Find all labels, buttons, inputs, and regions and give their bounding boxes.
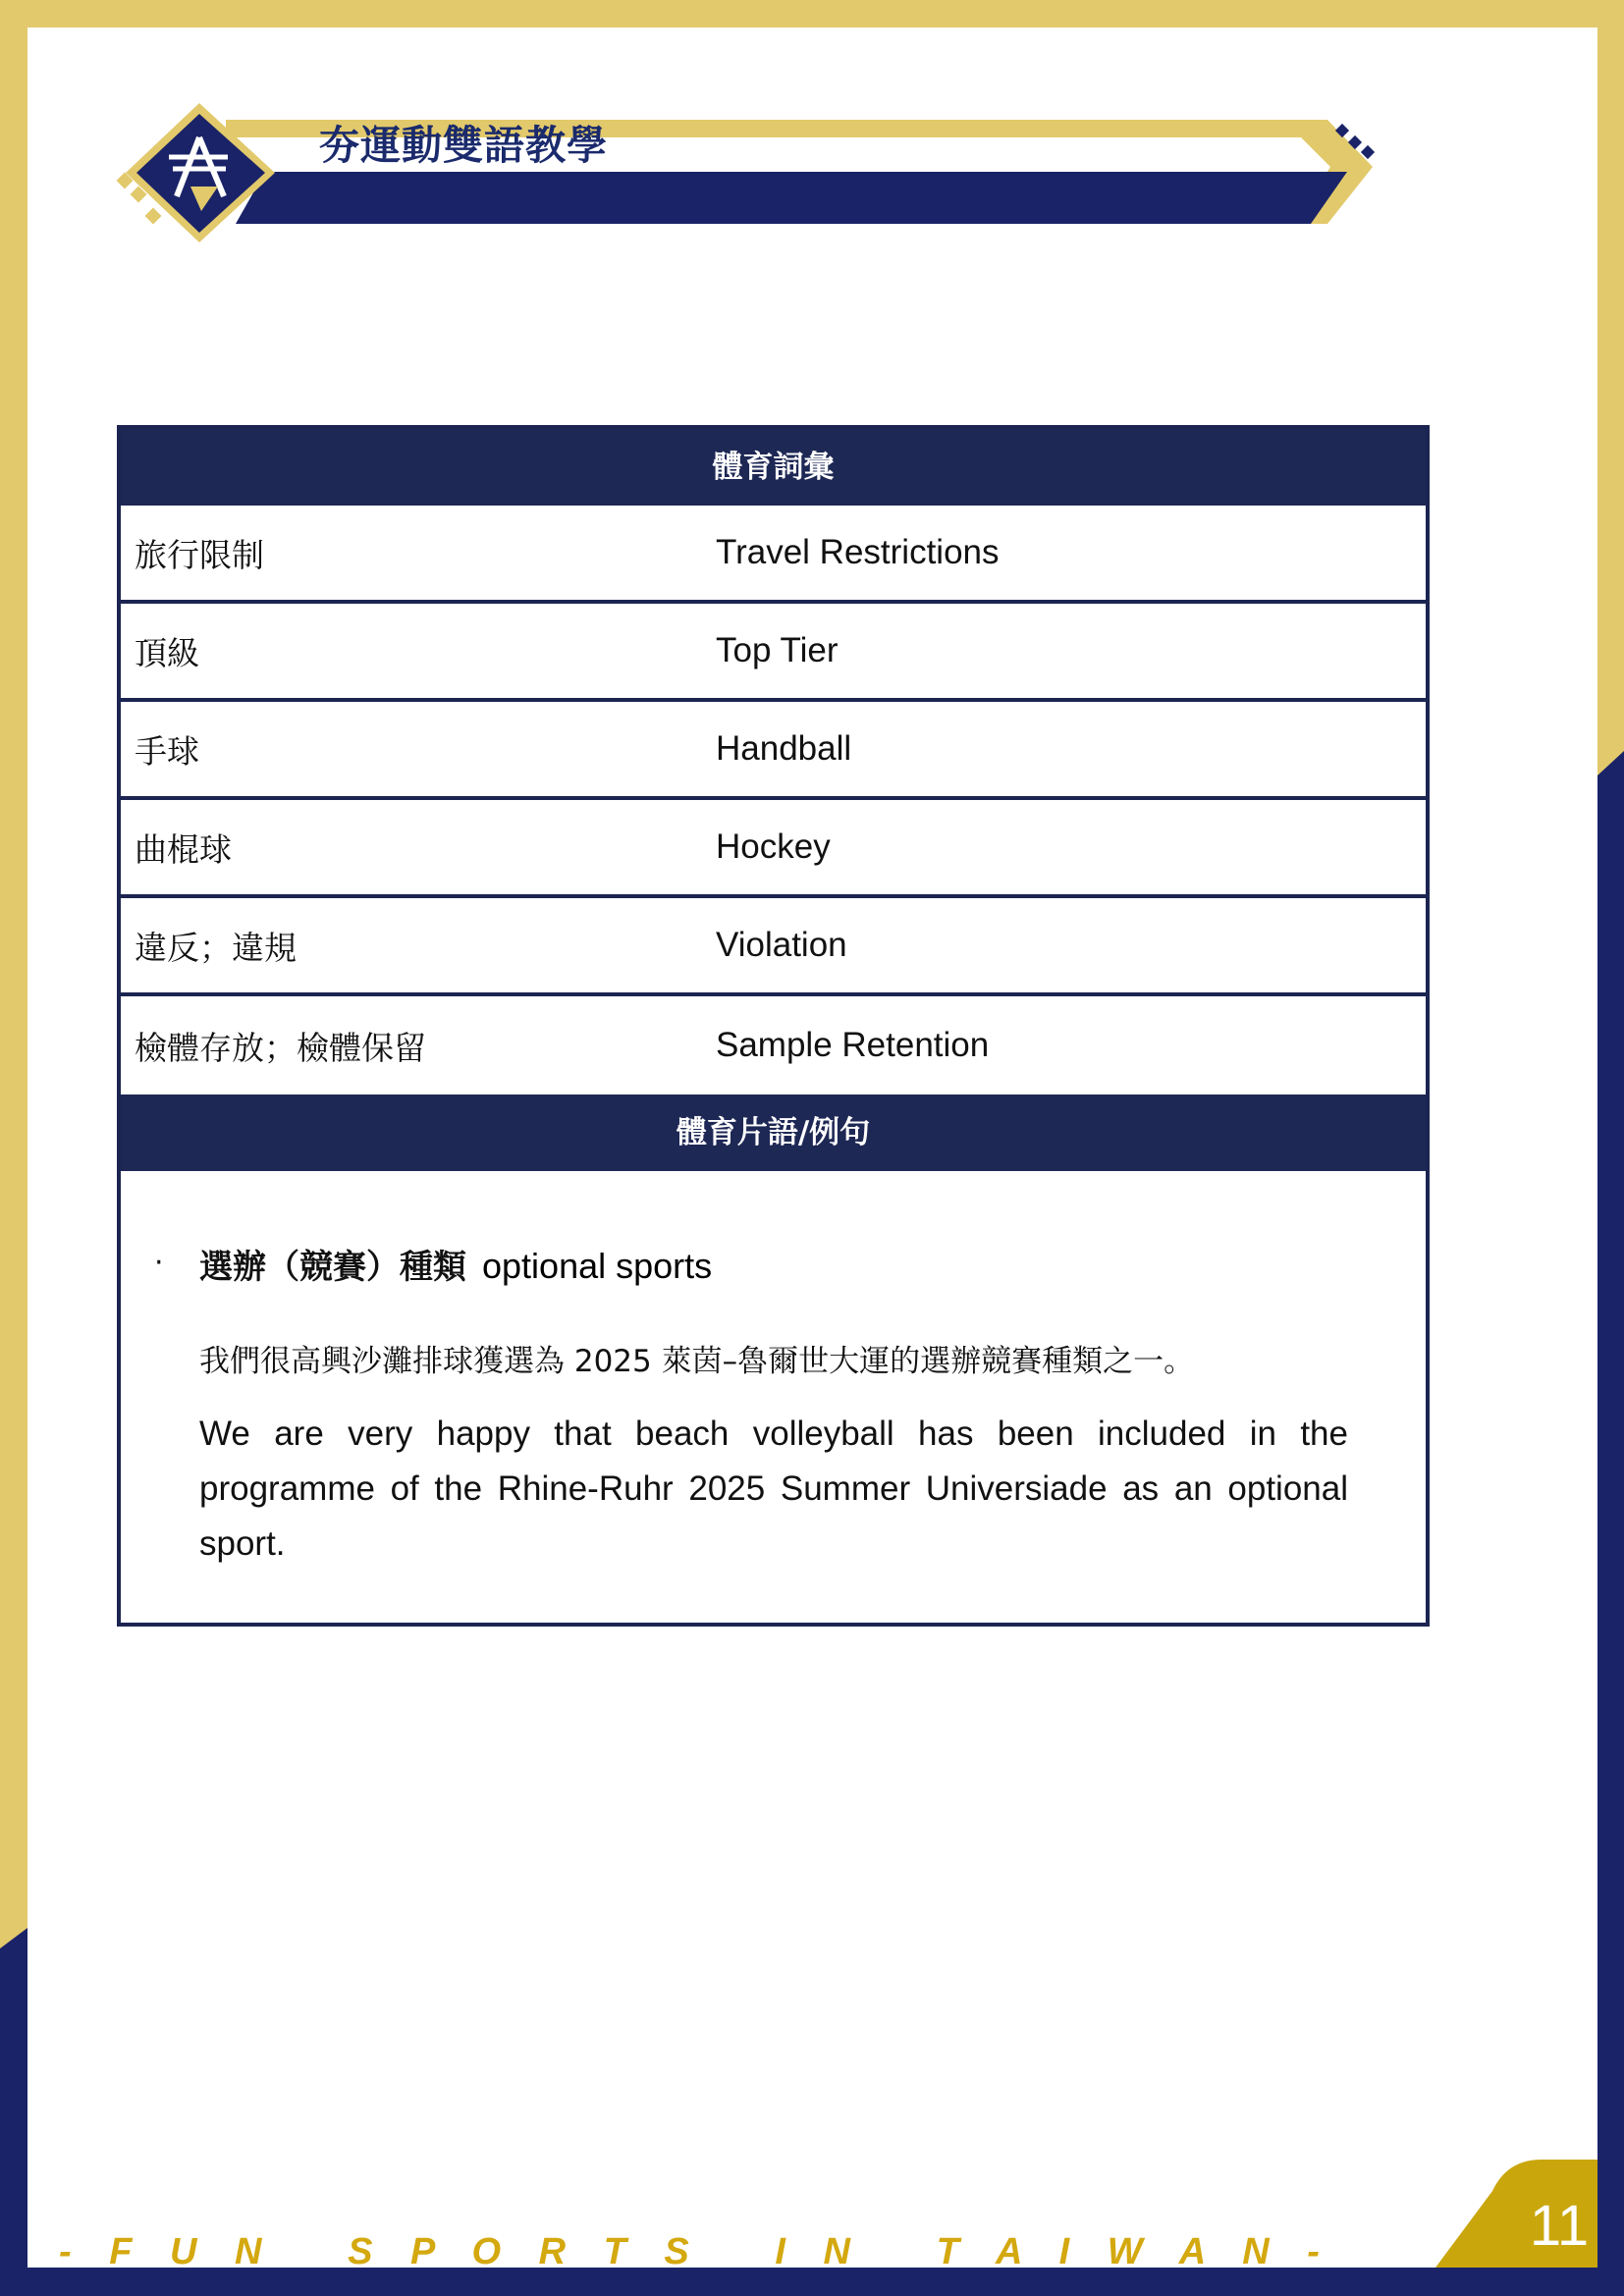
example-sentence-zh: 我們很高興沙灘排球獲選為 2025 萊茵–魯爾世大運的選辦競賽種類之一。 — [199, 1344, 1195, 1379]
vocab-term-en: Travel Restrictions — [716, 533, 1000, 571]
phrase-title-zh: 選辦（競賽）種類 — [199, 1248, 466, 1287]
vocab-term-zh: 檢體存放；檢體保留 — [135, 1028, 426, 1067]
vocab-table — [117, 425, 1430, 1627]
vocab-row — [121, 604, 1426, 702]
header-banner — [0, 0, 1624, 255]
page-title: 夯運動雙語教學 — [319, 122, 608, 169]
vocab-term-en: Handball — [716, 729, 852, 768]
footer-slogan — [59, 2222, 1434, 2281]
vocab-term-zh: 手球 — [135, 731, 199, 771]
footer-slogan-text: - F U N S P O R T S I N T A I W A N - — [59, 2231, 1333, 2272]
vocab-row — [121, 996, 1426, 1095]
vocab-term-zh: 旅行限制 — [135, 535, 264, 574]
vocab-row — [121, 702, 1426, 800]
vocab-term-zh: 曲棍球 — [135, 829, 232, 869]
example-sentence-en: We are very happy that beach volleyball has been included in the programme of the Rhine-Ruhr 2025 Summer Universiade as an optional sport. — [199, 1415, 1348, 1563]
phrase-section — [121, 1171, 1426, 1623]
bullet-icon: · — [154, 1246, 164, 1280]
vocab-term-zh: 違反；違規 — [135, 928, 297, 967]
vocab-row — [121, 898, 1426, 996]
vocab-term-en: Hockey — [716, 828, 831, 866]
vocab-row — [121, 800, 1426, 898]
vocab-term-en: Top Tier — [716, 631, 839, 669]
phrase-title-en: optional sports — [482, 1246, 713, 1286]
vocab-heading: 體育詞彙 — [121, 429, 1426, 506]
page-number: 11 — [1529, 2194, 1590, 2258]
phrases-heading: 體育片語/例句 — [121, 1095, 1426, 1171]
phrase-title — [199, 1240, 712, 1288]
vocab-term-en: Sample Retention — [716, 1026, 990, 1064]
vocab-row — [121, 506, 1426, 604]
vocab-term-zh: 頂級 — [135, 633, 199, 672]
vocab-term-en: Violation — [716, 926, 847, 964]
